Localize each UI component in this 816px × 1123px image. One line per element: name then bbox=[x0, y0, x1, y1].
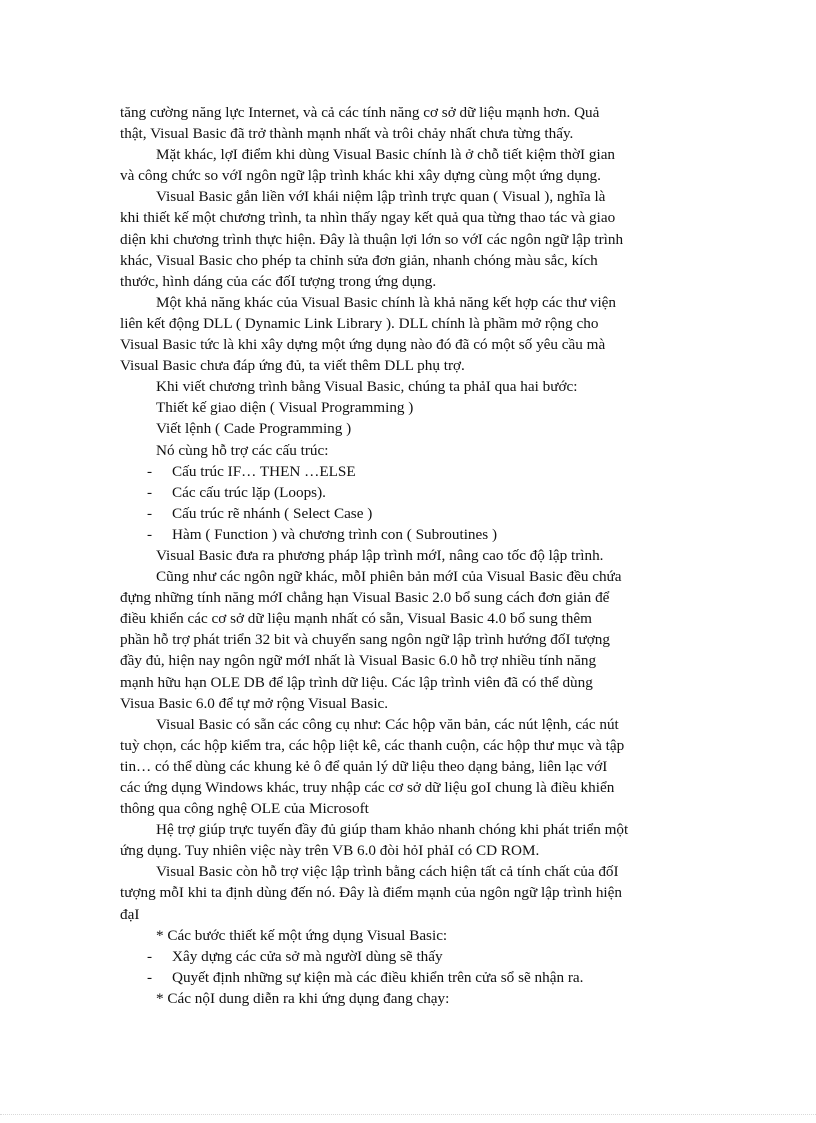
bullet-text: Hàm ( Function ) và chương trình con ( Subroutines ) bbox=[172, 525, 498, 543]
bullet-item bbox=[120, 967, 700, 988]
paragraph-line: đầy đủ, hiện nay ngôn ngữ mớI nhất là Visual Basic 6.0 hỗ trợ nhiều tính năng bbox=[120, 652, 597, 670]
body-text bbox=[120, 102, 700, 1009]
paragraph-line: Visual Basic chưa đáp ứng đủ, ta viết thêm DLL phụ trợ. bbox=[120, 357, 465, 375]
bullet-item bbox=[120, 524, 700, 545]
paragraph-line: tượng mỗI khi ta định dùng đến nó. Đây là điểm mạnh của ngôn ngữ lập trình hiện bbox=[120, 884, 622, 902]
paragraph-first-line: Cũng như các ngôn ngữ khác, mỗI phiên bản mớI của Visual Basic đều chứa bbox=[156, 568, 622, 586]
paragraph-line: tuỳ chọn, các hộp kiểm tra, các hộp liệt kê, các thanh cuộn, các hộp thư mục và tập bbox=[120, 736, 625, 754]
paragraph-first-line: Visual Basic đưa ra phương pháp lập trình mớI, nâng cao tốc độ lập trình. bbox=[156, 546, 604, 564]
paragraph-line: tăng cường năng lực Internet, và cả các tính năng cơ sở dữ liệu mạnh hơn. Quả bbox=[120, 104, 600, 121]
paragraph-line: khi thiết kế một chương trình, ta nhìn thấy ngay kết quả qua từng thao tác và giao bbox=[120, 209, 616, 227]
paragraph-line: mạnh hữu hạn OLE DB để lập trình dữ liệu. Các lập trình viên đã có thể dùng bbox=[120, 673, 593, 691]
bullet-item bbox=[120, 503, 700, 524]
bullet-text: Xây dựng các cửa sở mà ngườI dùng sẽ thấy bbox=[172, 947, 443, 965]
paragraph-first-line: Visual Basic có sẵn các công cụ như: Các hộp văn bản, các nút lệnh, các nút bbox=[156, 715, 619, 733]
paragraph-line: thông qua công nghệ OLE của Microsoft bbox=[120, 800, 369, 818]
bullet-marker: - bbox=[147, 483, 153, 501]
paragraph-line: thước, hình dáng của các đốI tượng trong ứng dụng. bbox=[120, 272, 437, 290]
bullet-text: Các cấu trúc lặp (Loops). bbox=[172, 483, 326, 501]
bullet-marker: - bbox=[147, 947, 153, 965]
bullet-item bbox=[120, 482, 700, 503]
bullet-marker: - bbox=[147, 525, 153, 543]
paragraph-line: khác, Visual Basic cho phép ta chỉnh sửa đơn giản, nhanh chóng màu sắc, kích bbox=[120, 251, 598, 269]
paragraph-line: tin… có thể dùng các khung kẻ ô để quản lý dữ liệu theo dạng bảng, liên lạc vớI bbox=[120, 757, 608, 775]
paragraph-line: thật, Visual Basic đã trở thành mạnh nhất và trôi chảy nhất chưa từng thấy. bbox=[120, 125, 574, 143]
paragraph-line: điều khiển các cơ sở dữ liệu mạnh nhất có sẵn, Visual Basic 4.0 bổ sung thêm bbox=[120, 610, 592, 628]
bullet-text: Cấu trúc IF… THEN …ELSE bbox=[172, 462, 356, 480]
paragraph-line: Visua Basic 6.0 để tự mở rộng Visual Basic. bbox=[120, 694, 389, 712]
paragraph-line: đạI bbox=[120, 905, 140, 923]
paragraph-first-line: Một khả năng khác của Visual Basic chính là khả năng kết hợp các thư viện bbox=[156, 293, 617, 311]
paragraph-first-line: Thiết kế giao diện ( Visual Programming ) bbox=[156, 399, 414, 417]
paragraph-first-line: Nó cùng hỗ trợ các cấu trúc: bbox=[156, 441, 329, 459]
paragraph-line: ứng dụng. Tuy nhiên việc này trên VB 6.0 đòi hỏI phảI có CD ROM. bbox=[120, 842, 540, 860]
paragraph-line: đựng những tính năng mớI chẳng hạn Visual Basic 2.0 bổ sung cách đơn giản để bbox=[120, 589, 610, 607]
paragraph-first-line: * Các nộI dung diễn ra khi ứng dụng đang chạy: bbox=[156, 989, 450, 1007]
bullet-marker: - bbox=[147, 968, 153, 986]
paragraph-first-line: Visual Basic còn hỗ trợ việc lập trình bằng cách hiện tất cả tính chất của đốI bbox=[156, 863, 619, 881]
paragraph-first-line: Viết lệnh ( Cade Programming ) bbox=[156, 420, 352, 438]
bullet-text: Cấu trúc rẽ nhánh ( Select Case ) bbox=[172, 504, 373, 522]
paragraph-line: các ứng dụng Windows khác, truy nhập các cơ sở dữ liệu goI chung là điều khiển bbox=[120, 779, 615, 796]
paragraph-line: phần hỗ trợ phát triển 32 bit và chuyển sang ngôn ngữ lập trình hướng đốI tượng bbox=[120, 631, 610, 649]
bullet-marker: - bbox=[147, 504, 153, 522]
paragraph-first-line: Khi viết chương trình bằng Visual Basic, chúng ta phảI qua hai bước: bbox=[156, 378, 578, 396]
paragraph-first-line: * Các bước thiết kế một ứng dụng Visual Basic: bbox=[156, 926, 448, 944]
paragraph-line: liên kết động DLL ( Dynamic Link Library ). DLL chính là phầm mở rộng cho bbox=[120, 314, 599, 332]
paragraph-line: và công chức so vớI ngôn ngữ lập trình khác khi xây dựng cùng một ứng dụng. bbox=[120, 167, 601, 185]
page-bottom-divider bbox=[0, 1114, 816, 1115]
paragraph-first-line: Visual Basic gắn liền vớI khái niệm lập trình trực quan ( Visual ), nghĩa là bbox=[156, 188, 606, 206]
bullet-marker: - bbox=[147, 462, 153, 480]
paragraph-line: Visual Basic tức là khi xây dựng một ứng dụng nào đó đã có một số yêu cầu mà bbox=[120, 336, 606, 354]
bullet-item bbox=[120, 946, 700, 967]
paragraph-line: diện khi chương trình thực hiện. Đây là thuận lợi lớn so vớI các ngôn ngữ lập trình bbox=[120, 230, 624, 248]
bullet-item bbox=[120, 461, 700, 482]
paragraph-first-line: Mặt khác, lợI điểm khi dùng Visual Basic chính là ở chỗ tiết kiệm thờI gian bbox=[156, 146, 616, 164]
paragraph-first-line: Hệ trợ giúp trực tuyến đầy đủ giúp tham khảo nhanh chóng khi phát triển một bbox=[156, 821, 629, 839]
bullet-text: Quyết định những sự kiện mà các điều khiển trên cửa sổ sẽ nhận ra. bbox=[172, 968, 584, 986]
